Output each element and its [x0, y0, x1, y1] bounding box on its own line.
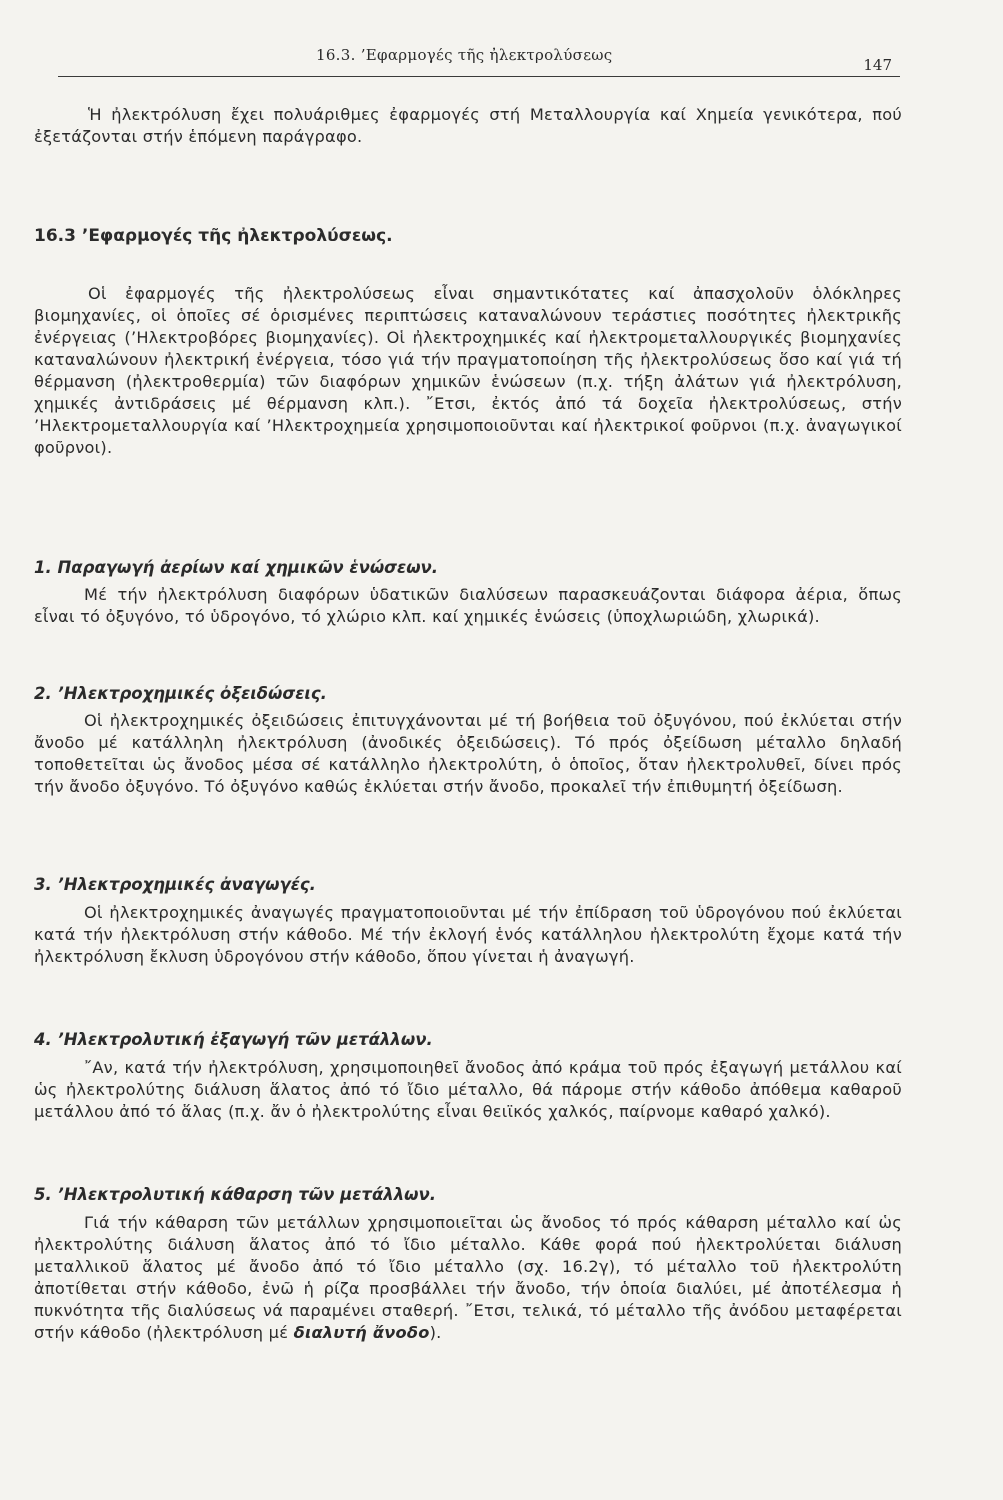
header-title: 16.3. ’Εφαρμογές τῆς ἠλεκτρολύσεως [316, 46, 613, 64]
application-text-3: Οἱ ἠλεκτροχημικές ἀναγωγές πραγματοποιοῦνται μέ τήν ἐπίδραση τοῦ ὑδρογόνου πού ἐκλύεται κατά τήν ἠλεκτρόλυση στήν κάθοδο. Μέ τήν ἐκλογή ἑνός κατάλληλου ἠλεκτρολύτη ἔχομε κατά τήν ἠλεκτρόλυση ἔκλυση ὑδρογόνου στήν κάθοδο, ὅπου γίνεται ἡ ἀναγωγή. [34, 903, 902, 966]
application-text-2: Οἱ ἠλεκτροχημικές ὀξειδώσεις ἐπιτυγχάνονται μέ τή βοήθεια τοῦ ὀξυγόνου, πού ἐκλύεται στήν ἄνοδο μέ κατάλληλη ἠλεκτρόλυση (ἀνοδικές ὀξειδώσεις). Τό πρός ὀξείδωση μέταλλο δηλαδή τοποθετεῖται ὡς ἄνοδος μέσα σέ κατάλληλο ἠλεκτρολύτη, ὁ ὁποῖος, ὅταν ἠλεκτρολυθεῖ, δίνει πρός τήν ἄνοδο ὀξυγόνο. Τό ὀξυγόνο καθώς ἐκλύεται στήν ἄνοδο, προκαλεῖ τήν ἐπιθυμητή ὀξείδωση. [34, 711, 902, 796]
emphasis-term: διαλυτή ἄνοδο [293, 1323, 430, 1342]
running-header [58, 44, 900, 77]
application-heading-2: 2. ’Ηλεκτροχημικές ὀξειδώσεις. [34, 684, 327, 703]
application-text-5 [34, 1212, 902, 1344]
section-paragraph: Οἱ ἐφαρμογές τῆς ἠλεκτρολύσεως εἶναι σημαντικότατες καί ἀπασχολοῦν ὁλόκληρες βιομηχανίες, οἱ ὁποῖες σέ ὁρισμένες περιπτώσεις καταναλώνουν τεράστιες ποσότητες ἠλεκτρικῆς ἐνέργειας (’Ηλεκτροβόρες βιομηχανίες). Οἱ ἠλεκτροχημικές καί ἠλεκτρομεταλλουργικές βιομηχανίες καταναλώνουν ἠλεκτρική ἐνέργεια, τόσο γιά τήν πραγματοποίηση τῆς ἠλεκτρολύσεως ὅσο καί γιά τή θέρμανση (ἠλεκτροθερμία) τῶν διαφόρων χημικῶν ἑνώσεων (π.χ. τήξη ἀλάτων γιά ἠλεκτρόλυση, χημικές ἀντιδράσεις μέ θέρμανση κλπ.). ῎Ετσι, ἐκτός ἀπό τά δοχεῖα ἠλεκτρολύσεως, στήν ’Ηλεκτρομεταλλουργία καί ’Ηλεκτροχημεία χρησιμοποιοῦνται καί ἠλεκτρικοί φοῦρνοι (π.χ. ἀναγωγικοί φοῦρνοι). [34, 284, 902, 457]
application-heading-1: 1. Παραγωγή ἀερίων καί χημικῶν ἑνώσεων. [34, 558, 439, 577]
application-text-5-end: ). [429, 1323, 442, 1342]
page-number: 147 [863, 56, 892, 74]
application-heading-3: 3. ’Ηλεκτροχημικές ἀναγωγές. [34, 875, 316, 894]
application-text-1: Μέ τήν ἠλεκτρόλυση διαφόρων ὑδατικῶν διαλύσεων παρασκευάζονται διάφορα ἀέρια, ὅπως εἶναι τό ὀξυγόνο, τό ὑδρογόνο, τό χλώριο κλπ. καί χημικές ἑνώσεις (ὑποχλωριώδη, χλωρικά). [34, 585, 902, 626]
intro-paragraph: Ἡ ἠλεκτρόλυση ἔχει πολυάριθμες ἐφαρμογές στή Μεταλλουργία καί Χημεία γενικότερα, πού ἐξετάζονται στήν ἑπόμενη παράγραφο. [34, 105, 902, 146]
application-heading-4: 4. ’Ηλεκτρολυτική ἐξαγωγή τῶν μετάλλων. [34, 1030, 433, 1049]
application-text-4: ῎Αν, κατά τήν ἠλεκτρόλυση, χρησιμοποιηθεῖ ἄνοδος ἀπό κράμα τοῦ πρός ἐξαγωγή μετάλλου καί ὡς ἠλεκτρολύτης διάλυση ἅλατος ἀπό τό ἴδιο μέταλλο, θά πάρομε στήν κάθοδο ἀπόθεμα καθαροῦ μετάλλου ἀπό τό ἅλας (π.χ. ἄν ὁ ἠλεκτρολύτης εἶναι θειϊκός χαλκός, παίρνομε καθαρό χαλκό). [34, 1058, 902, 1121]
section-heading: 16.3 ’Εφαρμογές τῆς ἠλεκτρολύσεως. [34, 226, 393, 246]
application-text-5-main: Γιά τήν κάθαρση τῶν μετάλλων χρησιμοποιεῖται ὡς ἄνοδος τό πρός κάθαρση μέταλλο καί ὡς ἠλεκτρολύτης διάλυση ἅλατος ἀπό τό ἴδιο μέταλλο. Κάθε φορά πού ἠλεκτρολύεται διάλυση μεταλλικοῦ ἅλατος μέ ἄνοδο ἀπό τό ἴδιο μέταλλο (σχ. 16.2γ), τό μέταλλο τοῦ ἠλεκτρολύτη ἀποτίθεται στήν κάθοδο, ἐνῶ ἡ ρίζα προσβάλλει τήν ἄνοδο, τήν ὁποία διαλύει, μέ ἀποτέλεσμα ἡ πυκνότητα τῆς διαλύσεως νά παραμένει σταθερή. ῎Ετσι, τελικά, τό μέταλλο τῆς ἀνόδου μεταφέρεται στήν κάθοδο (ἠλεκτρόλυση μέ [34, 1213, 902, 1342]
application-heading-5: 5. ’Ηλεκτρολυτική κάθαρση τῶν μετάλλων. [34, 1185, 437, 1204]
